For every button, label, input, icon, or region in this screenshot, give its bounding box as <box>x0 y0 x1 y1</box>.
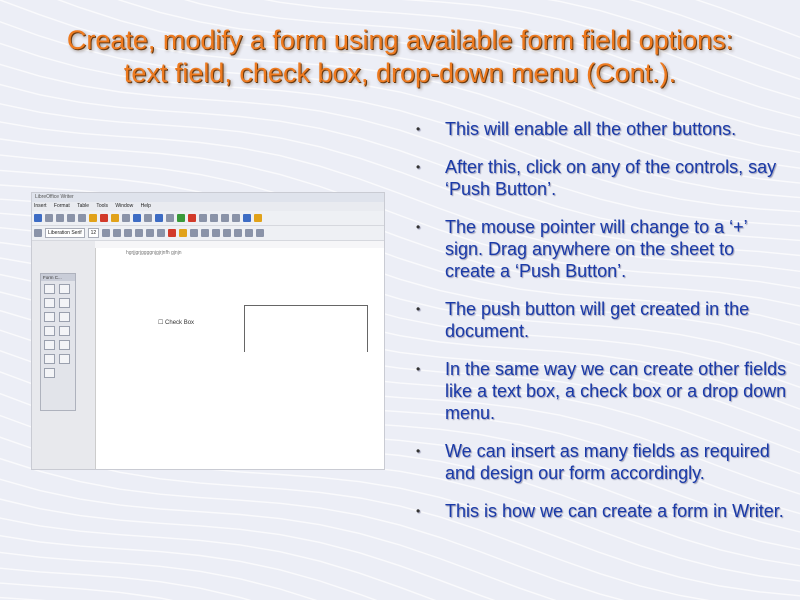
comment-icon <box>254 214 262 222</box>
bullet-text: In the same way we can create other fields like a text box, a check box or a drop down menu. <box>445 359 787 423</box>
checkbox-control-icon <box>44 312 55 322</box>
screenshot-menu-item: Format <box>53 203 70 209</box>
screenshot-workarea <box>32 241 385 470</box>
cut-icon <box>67 214 75 222</box>
bullet-list <box>414 118 788 538</box>
list-icon <box>234 229 242 237</box>
form-design-icon <box>59 298 70 308</box>
bullet-item <box>414 500 788 522</box>
copy-icon <box>78 214 86 222</box>
screenshot-menu-item: Help <box>140 203 151 209</box>
design-mode-icon <box>59 284 70 294</box>
label-field-icon <box>59 340 70 350</box>
subscript-icon <box>157 229 165 237</box>
screenshot-formatting-toolbar <box>32 226 384 241</box>
more-controls-icon <box>44 354 55 364</box>
styles-icon <box>34 229 42 237</box>
screenshot-menu-item: Window <box>115 203 134 209</box>
bullet-text: This is how we can create a form in Writer. <box>445 501 784 521</box>
textbox-icon <box>199 214 207 222</box>
slide-title-line1: Create, modify a form using available form field options: <box>66 25 734 55</box>
screenshot-menu-item: Tools <box>96 203 109 209</box>
screenshot-document-page <box>95 248 385 470</box>
bold-icon <box>102 229 110 237</box>
bullet-marker: • <box>416 504 421 518</box>
control-wizard-icon <box>44 298 55 308</box>
pilcrow-icon <box>155 214 163 222</box>
redo-icon <box>122 214 130 222</box>
bullet-item <box>414 298 788 342</box>
screenshot-menu-item: Insert <box>34 203 47 209</box>
option-button-icon <box>44 326 55 336</box>
save-icon <box>34 214 42 222</box>
font-color-icon <box>168 229 176 237</box>
align-center-icon <box>201 229 209 237</box>
select-icon <box>44 284 55 294</box>
align-right-icon <box>212 229 220 237</box>
font-name-box: Liberation Serif <box>45 228 85 238</box>
screenshot-menu-item: Table <box>77 203 90 209</box>
push-button-icon <box>44 340 55 350</box>
numbered-list-icon <box>245 229 253 237</box>
paste-icon <box>89 214 97 222</box>
special-char-icon <box>232 214 240 222</box>
slide-title <box>0 24 800 90</box>
form-navigator-icon <box>59 354 70 364</box>
textbox-control-icon <box>59 312 70 322</box>
bullet-text: The push button will get created in the document. <box>445 299 750 341</box>
strikethrough-icon <box>135 229 143 237</box>
chart-icon <box>188 214 196 222</box>
print-icon <box>45 214 53 222</box>
undo-icon <box>111 214 119 222</box>
bullet-marker: • <box>416 302 421 316</box>
italic-icon <box>113 229 121 237</box>
bullet-marker: • <box>416 362 421 376</box>
bullet-item <box>414 118 788 140</box>
form-controls-panel-title: Form C... <box>41 274 75 281</box>
field-icon <box>221 214 229 222</box>
preview-icon <box>56 214 64 222</box>
writer-screenshot <box>31 192 385 470</box>
bullet-text: The mouse pointer will change to a ‘+’ sign. Drag anywhere on the sheet to create a ‘Push Button’. <box>445 217 748 281</box>
highlight-icon <box>179 229 187 237</box>
hyperlink-icon <box>243 214 251 222</box>
background-wave-line <box>0 558 800 600</box>
bullet-marker: • <box>416 444 421 458</box>
screenshot-page-text: hgrjjgrjggggnjgjrjnfh gjnjn <box>126 250 182 256</box>
form-properties-icon <box>44 368 55 378</box>
font-size-box: 12 <box>88 228 100 238</box>
justify-icon <box>223 229 231 237</box>
slide-title-line2: text field, check box, drop-down menu (Cont.). <box>123 58 677 88</box>
bullet-item <box>414 440 788 484</box>
screenshot-checkbox-control: ☐ Check Box <box>158 320 195 326</box>
list-box-icon <box>59 326 70 336</box>
spellcheck-icon <box>133 214 141 222</box>
bullet-marker: • <box>416 122 421 136</box>
find-icon <box>144 214 152 222</box>
indent-icon <box>256 229 264 237</box>
screenshot-titlebar: LibreOffice Writer <box>32 193 384 202</box>
screenshot-menubar <box>32 202 384 211</box>
page-break-icon <box>210 214 218 222</box>
bullet-text: This will enable all the other buttons. <box>445 119 737 139</box>
bullet-text: After this, click on any of the controls, say ‘Push Button’. <box>445 157 777 199</box>
align-left-icon <box>190 229 198 237</box>
underline-icon <box>124 229 132 237</box>
bullet-item <box>414 156 788 200</box>
image-icon <box>177 214 185 222</box>
bullet-marker: • <box>416 220 421 234</box>
bullet-item <box>414 358 788 424</box>
superscript-icon <box>146 229 154 237</box>
table-icon <box>166 214 174 222</box>
screenshot-push-button-draft <box>244 305 368 352</box>
bullet-marker: • <box>416 160 421 174</box>
bullet-item <box>414 216 788 282</box>
bullet-text: We can insert as many fields as required and design our form accordingly. <box>445 441 770 483</box>
screenshot-form-controls-panel <box>40 273 76 411</box>
screenshot-standard-toolbar <box>32 211 384 226</box>
format-paintbrush-icon <box>100 214 108 222</box>
